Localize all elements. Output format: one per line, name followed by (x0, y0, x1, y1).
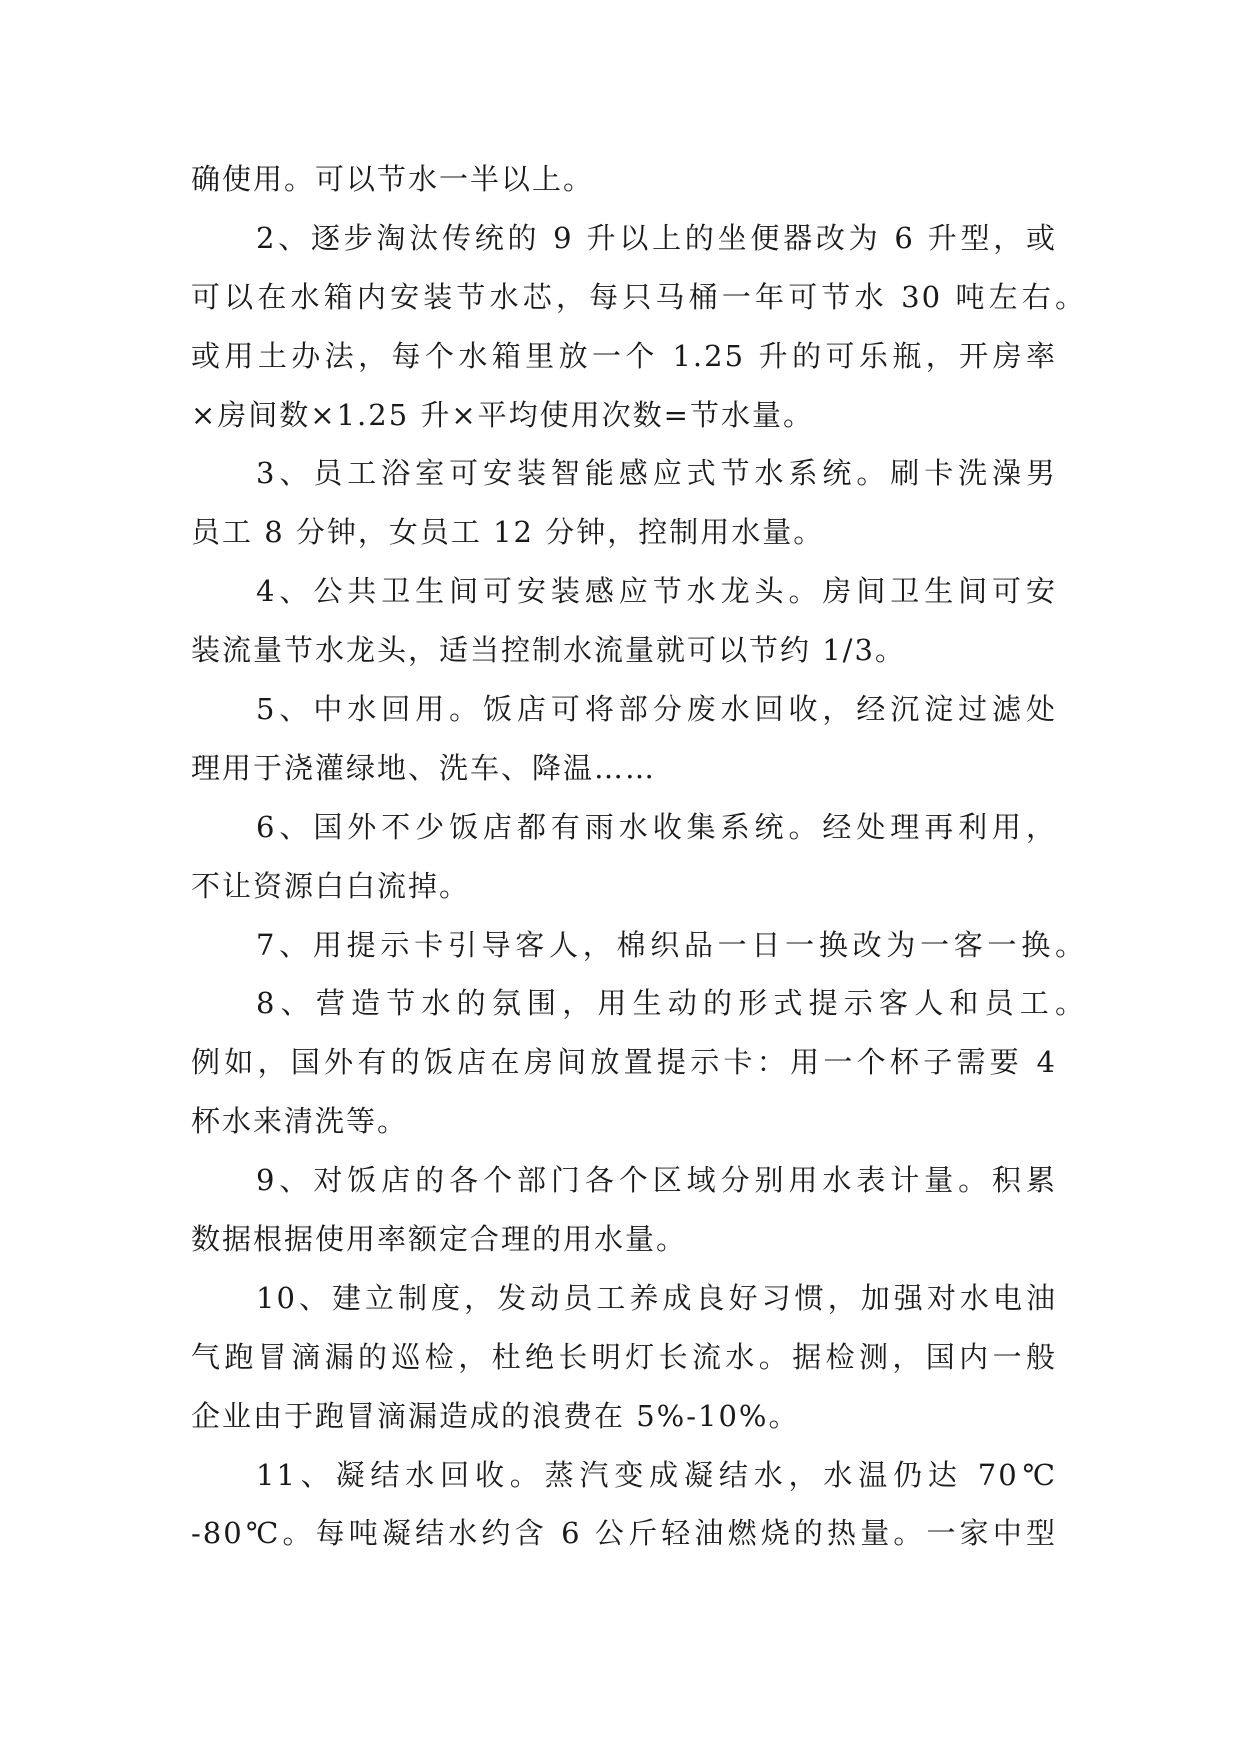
text-line: ×房间数×1.25 升×平均使用次数=节水量。 (191, 397, 814, 432)
text-line: 7、用提示卡引导客人，棉织品一日一换改为一客一换。 (256, 927, 1086, 962)
text-line: 10、建立制度，发动员工养成良好习惯，加强对水电油 (256, 1280, 1057, 1315)
text-line: 杯水来清洗等。 (191, 1104, 409, 1139)
text-line: 确使用。可以节水一半以上。 (191, 162, 595, 196)
text-line: 数据根据使用率额定合理的用水量。 (191, 1222, 688, 1257)
text-line: -80℃。每吨凝结水约含 6 公斤轻油燃烧的热量。一家中型 (191, 1516, 1057, 1551)
text-line: 8、营造节水的氛围，用生动的形式提示客人和员工。 (256, 986, 1086, 1021)
text-line: 4、公共卫生间可安装感应节水龙头。房间卫生间可安 (256, 574, 1057, 609)
text-line: 企业由于跑冒滴漏造成的浪费在 5%-10%。 (191, 1398, 800, 1433)
text-line: 6、国外不少饭店都有雨水收集系统。经处理再利用， (256, 809, 1057, 844)
text-line: 可以在水箱内安装节水芯，每只马桶一年可节水 30 吨左右。 (191, 279, 1086, 314)
text-line: 9、对饭店的各个部门各个区域分别用水表计量。积累 (256, 1163, 1057, 1198)
text-line: 不让资源白白流掉。 (191, 868, 471, 903)
text-line: 2、逐步淘汰传统的 9 升以上的坐便器改为 6 升型，或 (256, 220, 1057, 255)
text-line: 或用土办法，每个水箱里放一个 1.25 升的可乐瓶，开房率 (191, 338, 1057, 373)
text-line: 3、员工浴室可安装智能感应式节水系统。刷卡洗澡男 (256, 456, 1057, 491)
text-line: 5、中水回用。饭店可将部分废水回收，经沉淀过滤处 (256, 692, 1057, 727)
text-line: 员工 8 分钟，女员工 12 分钟，控制用水量。 (191, 515, 825, 550)
text-line: 11、凝结水回收。蒸汽变成凝结水，水温仍达 70℃ (256, 1457, 1057, 1492)
text-line: 气跑冒滴漏的巡检，杜绝长明灯长流水。据检测，国内一般 (191, 1339, 1057, 1374)
text-line: 理用于浇灌绿地、洗车、降温…… (191, 750, 657, 785)
text-line: 例如，国外有的饭店在房间放置提示卡：用一个杯子需要 4 (191, 1045, 1057, 1080)
text-line: 装流量节水龙头，适当控制水流量就可以节约 1/3。 (191, 633, 906, 668)
body-text (191, 150, 1091, 1563)
